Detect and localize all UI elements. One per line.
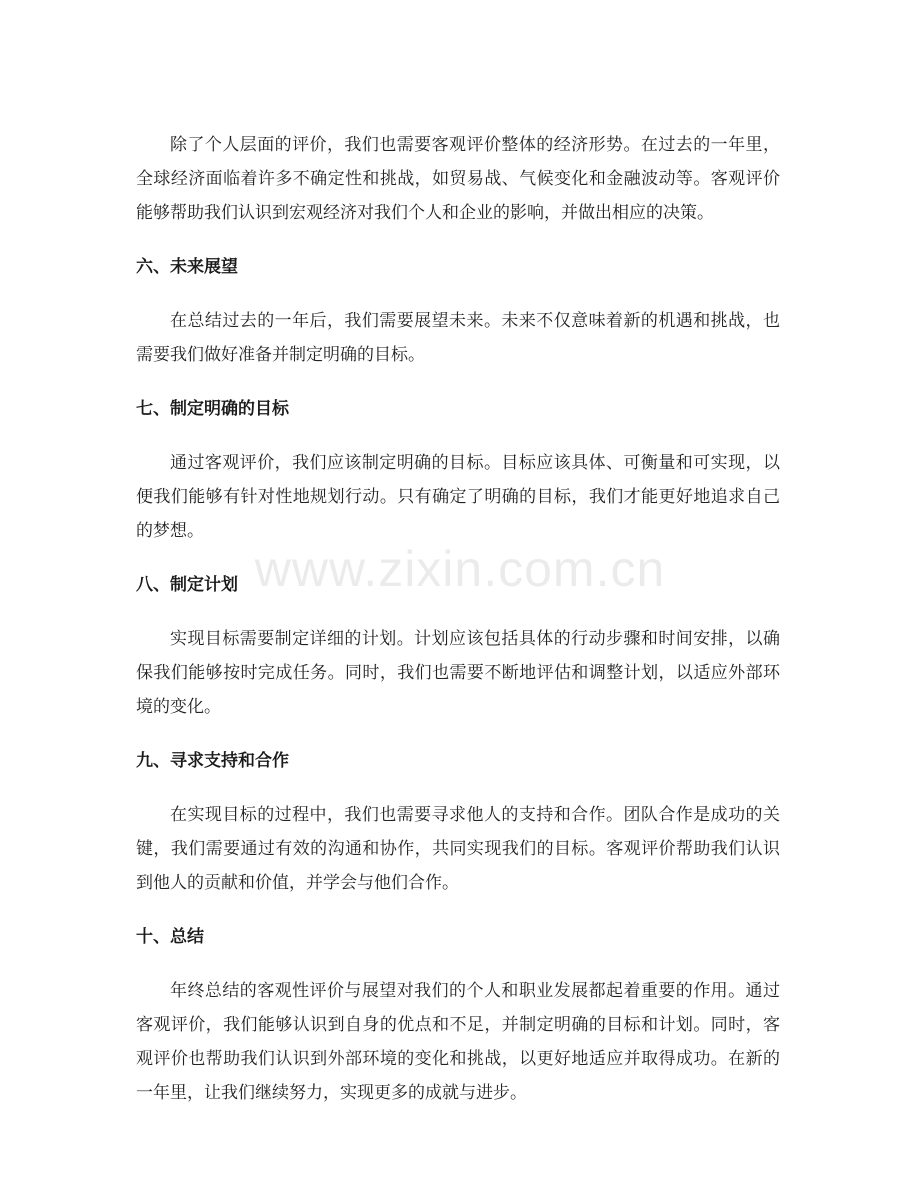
paragraph-set-goals: 通过客观评价，我们应该制定明确的目标。目标应该具体、可衡量和可实现，以便我们能够有针对性地规划行动。只有确定了明确的目标，我们才能更好地追求自己的梦想。 (136, 453, 780, 541)
paragraph-summary: 年终总结的客观性评价与展望对我们的个人和职业发展都起着重要的作用。通过客观评价，我们能够认识到自身的优点和不足，并制定明确的目标和计划。同时，客观评价也帮助我们认识到外部环境的变化和挑战，以更好地适应并取得成功。在新的一年里，让我们继续努力，实现更多的成就与进步。 (136, 981, 780, 1103)
heading-seek-support: 九、寻求支持和合作 (136, 751, 289, 771)
intro-paragraph: 除了个人层面的评价，我们也需要客观评价整体的经济形势。在过去的一年里，全球经济面临着许多不确定性和挑战，如贸易战、气候变化和金融波动等。客观评价能够帮助我们认识到宏观经济对我们个人和企业的影响，并做出相应的决策。 (136, 135, 780, 223)
paragraph-seek-support: 在实现目标的过程中，我们也需要寻求他人的支持和合作。团队合作是成功的关键，我们需要通过有效的沟通和协作，共同实现我们的目标。客观评价帮助我们认识到他人的贡献和价值，并学会与他们合作。 (136, 805, 780, 893)
watermark: www.zixin.com.cn (254, 541, 666, 597)
heading-set-goals: 七、制定明确的目标 (136, 399, 289, 419)
paragraph-make-plan: 实现目标需要制定详细的计划。计划应该包括具体的行动步骤和时间安排，以确保我们能够按时完成任务。同时，我们也需要不断地评估和调整计划，以适应外部环境的变化。 (136, 629, 780, 717)
paragraph-future-outlook: 在总结过去的一年后，我们需要展望未来。未来不仅意味着新的机遇和挑战，也需要我们做好准备并制定明确的目标。 (136, 311, 780, 365)
heading-make-plan: 八、制定计划 (136, 575, 238, 595)
document-body (136, 128, 780, 1110)
heading-future-outlook: 六、未来展望 (136, 257, 238, 277)
heading-summary: 十、总结 (136, 927, 204, 947)
